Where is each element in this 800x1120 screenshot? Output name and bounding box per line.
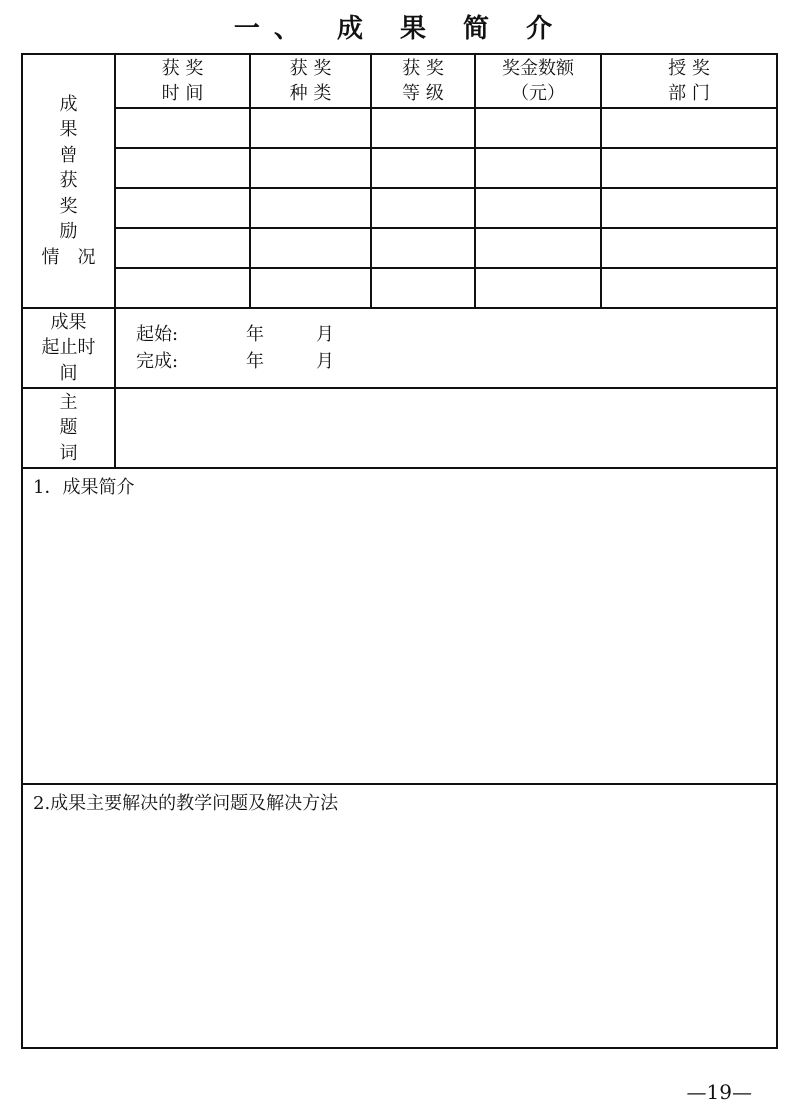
award-type-cell[interactable] [250,268,371,308]
start-year-label: 年 [246,324,264,345]
end-month-label: 月 [316,351,334,372]
award-row [22,188,777,228]
header-award-time: 获 奖 时 间 [115,54,250,108]
summary-section [22,468,777,784]
header-award-level: 获 奖 等 级 [371,54,475,108]
award-time-cell[interactable] [115,228,250,268]
prize-amount-cell[interactable] [475,148,601,188]
page-number: —19— [686,1080,752,1104]
award-row [22,108,777,148]
summary-field[interactable] [22,468,777,784]
start-label: 起始: [136,324,179,345]
award-level-cell[interactable] [371,188,475,228]
award-type-cell[interactable] [250,188,371,228]
prize-amount-cell[interactable] [475,228,601,268]
keywords-field[interactable] [115,388,777,468]
end-label: 完成: [136,351,179,372]
start-date-line [136,321,776,348]
awarding-department-cell[interactable] [601,188,777,228]
problems-field[interactable] [22,784,777,1048]
end-year-label: 年 [246,351,264,372]
award-time-cell[interactable] [115,188,250,228]
award-type-cell[interactable] [250,108,371,148]
award-type-cell[interactable] [250,228,371,268]
awarding-department-cell[interactable] [601,228,777,268]
problems-title: 2.成果主要解决的教学问题及解决方法 [33,793,339,814]
award-level-cell[interactable] [371,268,475,308]
keywords-row [22,388,777,468]
header-prize-amount: 奖金数额 （元） [475,54,601,108]
award-type-cell[interactable] [250,148,371,188]
header-awarding-department: 授 奖 部 门 [601,54,777,108]
prize-amount-cell[interactable] [475,268,601,308]
award-time-cell[interactable] [115,268,250,308]
start-month-label: 月 [316,324,334,345]
awarding-department-cell[interactable] [601,108,777,148]
prize-amount-cell[interactable] [475,188,601,228]
award-level-cell[interactable] [371,108,475,148]
award-time-cell[interactable] [115,148,250,188]
awards-row-label: 成 果 曾 获 奖 励 情 况 [22,54,115,308]
awarding-department-cell[interactable] [601,148,777,188]
period-dates[interactable] [115,308,777,388]
problems-section [22,784,777,1048]
award-row [22,268,777,308]
period-label: 成果 起止时 间 [22,308,115,388]
award-level-cell[interactable] [371,148,475,188]
awarding-department-cell[interactable] [601,268,777,308]
awards-header-row [22,54,777,108]
award-time-cell[interactable] [115,108,250,148]
period-row [22,308,777,388]
award-row [22,148,777,188]
end-date-line [136,348,776,375]
summary-title: 1．成果简介 [33,477,135,498]
keywords-label: 主 题 词 [22,388,115,468]
prize-amount-cell[interactable] [475,108,601,148]
page-title: 一、 成 果 简 介 [233,14,567,44]
header-award-type: 获 奖 种 类 [250,54,371,108]
achievement-form-table [21,53,778,1049]
award-level-cell[interactable] [371,228,475,268]
award-row [22,228,777,268]
